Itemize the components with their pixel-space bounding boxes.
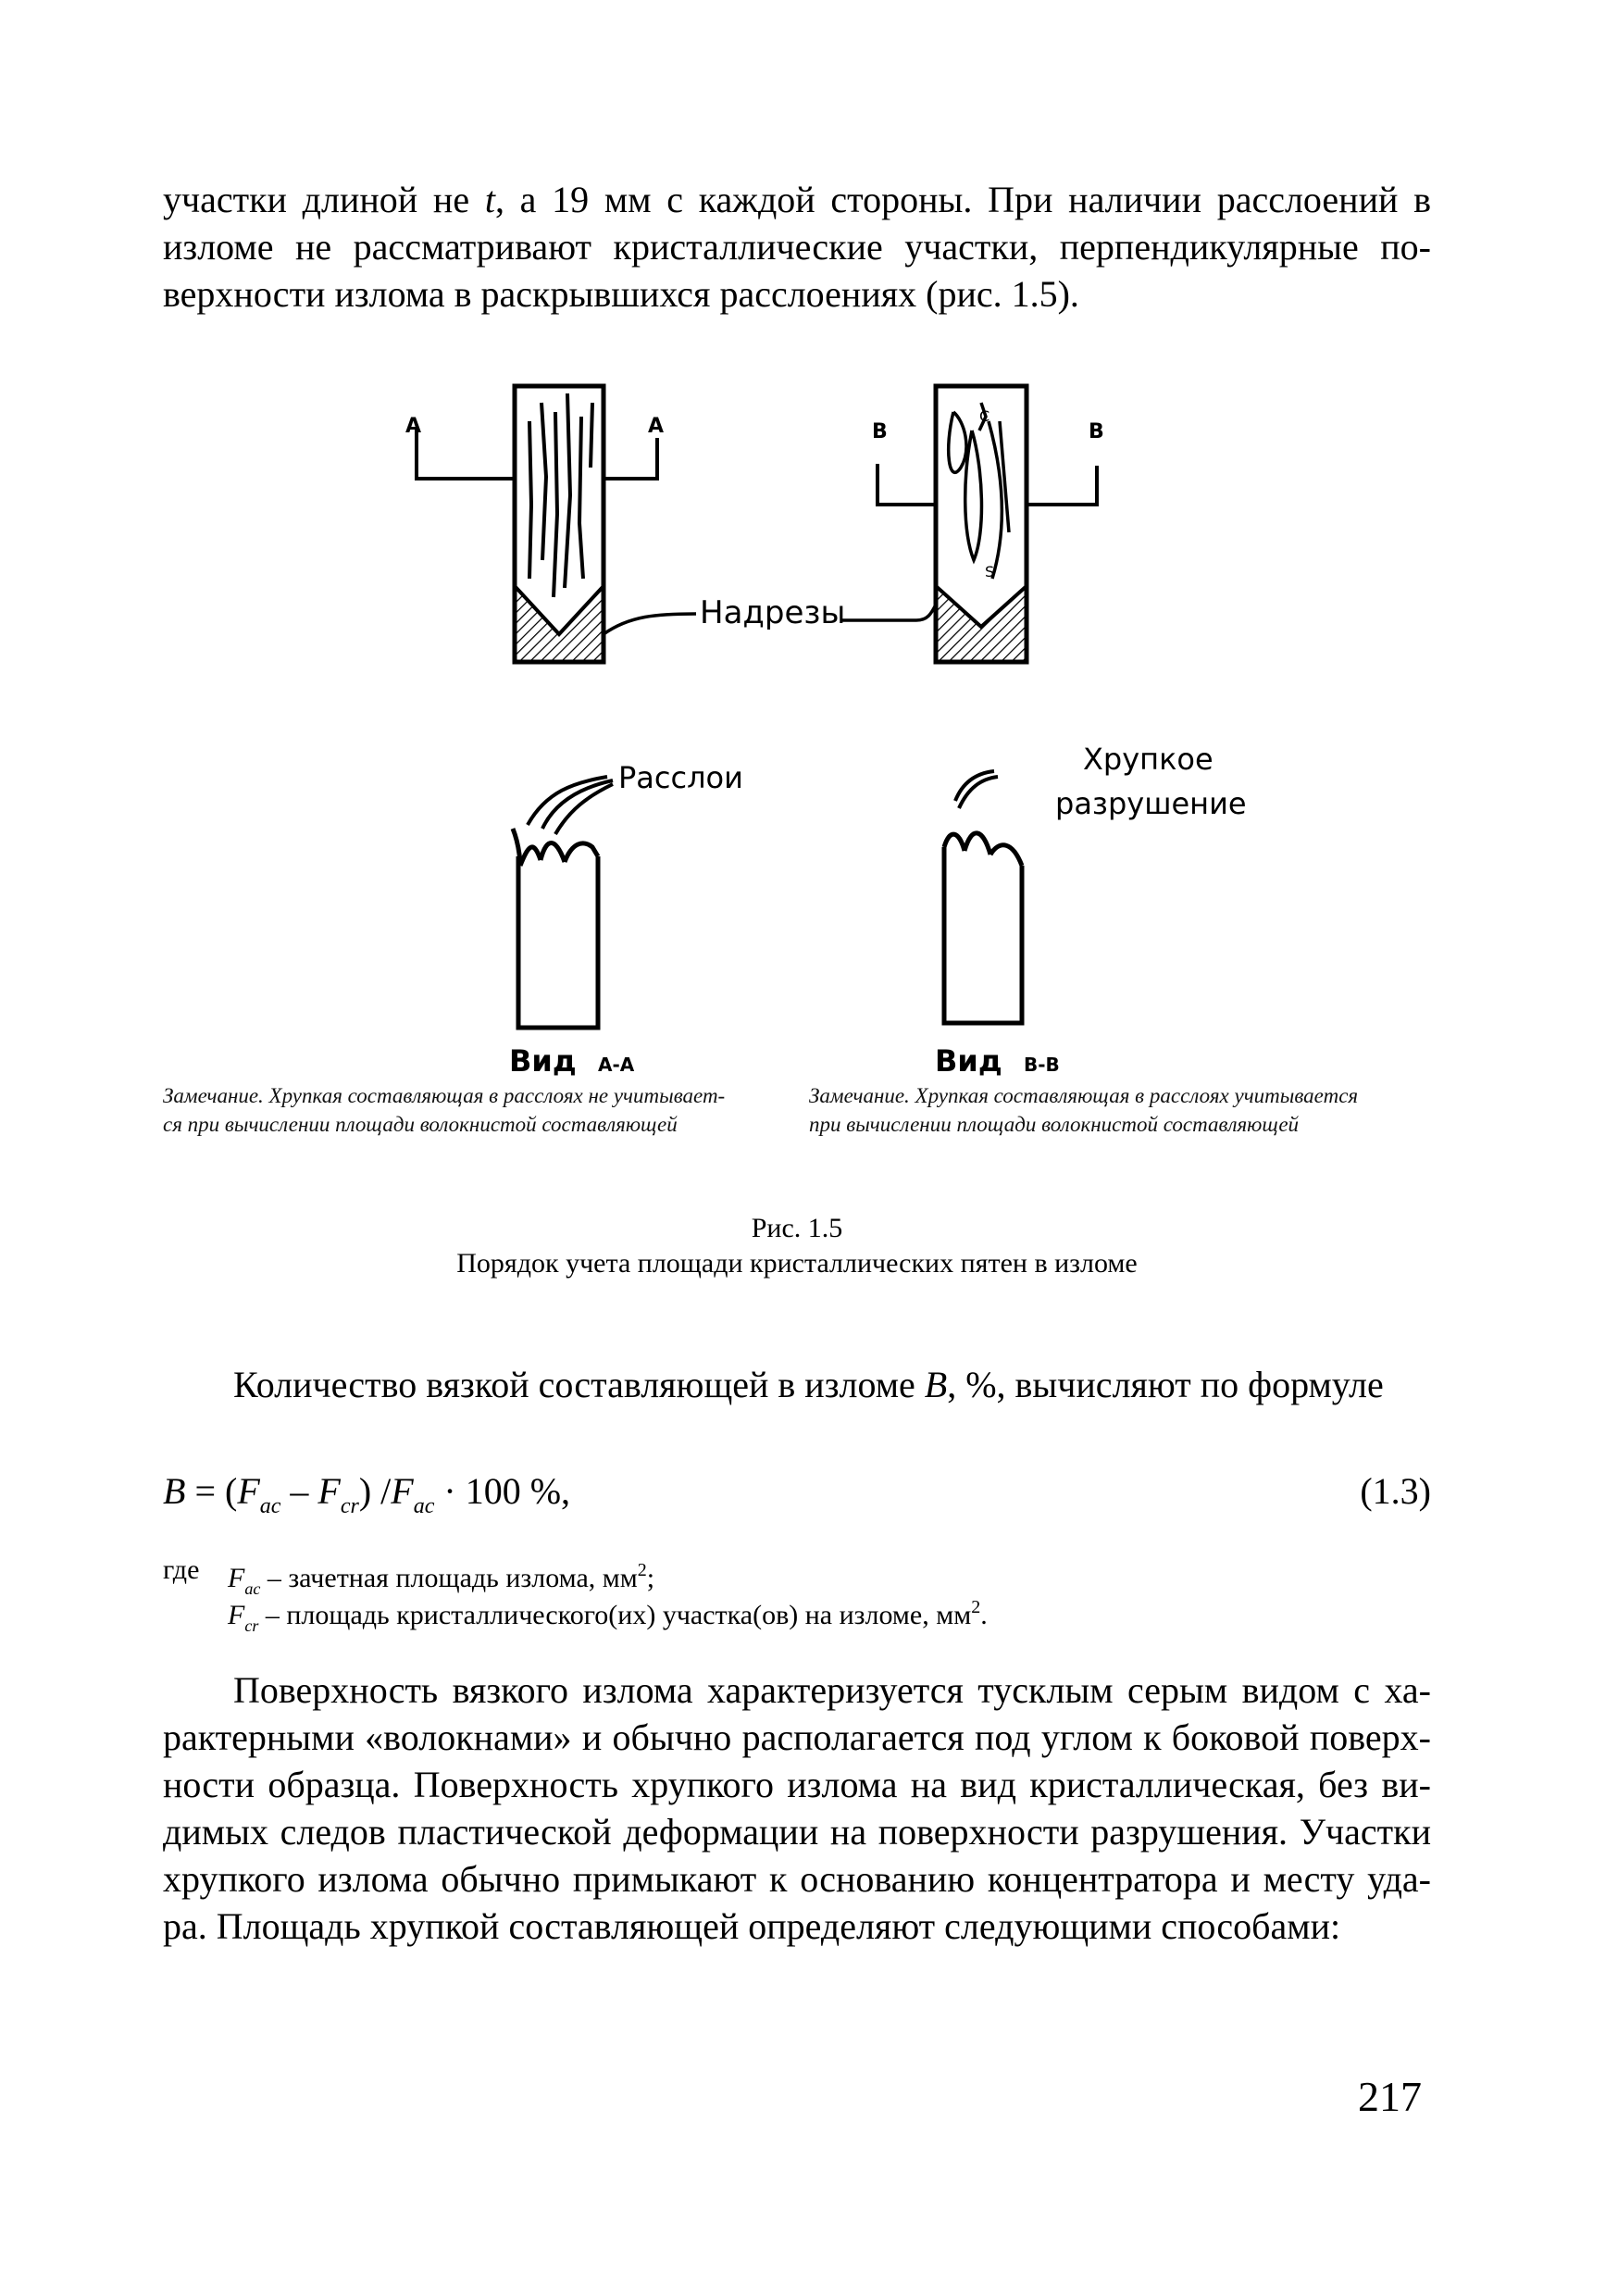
section-a-right-label: А [648, 415, 665, 438]
paragraph-2 [163, 1361, 1431, 1408]
formula-f1: F [237, 1470, 260, 1512]
svg-text:C: C [979, 407, 990, 425]
legend-sub-ac: ac [244, 1579, 261, 1598]
legend-row-2-text: – площадь кристаллического(их) участка(ов) на изломе, мм [258, 1600, 972, 1630]
view-b-mark: В-В [1024, 1054, 1060, 1076]
figure-1-5 [405, 366, 1250, 1088]
formula-eq: = ( [185, 1470, 238, 1512]
formula-f2: F [317, 1470, 341, 1512]
section-b-right-label: В [1089, 420, 1104, 443]
paragraph-3-line-6: ра. Площадь хрупкой составляющей определяют следующими способами: [163, 1905, 1341, 1947]
paragraph-1-line-1 [163, 176, 1431, 223]
variable-b: B [924, 1364, 948, 1405]
specimen-left [417, 386, 657, 662]
legend-row-2 [163, 1589, 1431, 1635]
legend-row-2-sup: 2 [971, 1597, 981, 1617]
formula-minus: – [280, 1470, 318, 1512]
formula-legend [163, 1552, 1431, 1635]
formula-close: ) / [358, 1470, 392, 1512]
formula-expression [163, 1466, 570, 1532]
svg-text:S: S [985, 563, 995, 580]
note-left-line-2: ся при вычислении площади волокнистой составляющей [163, 1113, 678, 1136]
legend-row-2-end: . [980, 1600, 988, 1630]
legend-f-ac: F [228, 1563, 245, 1593]
section-a-left-label: А [405, 415, 422, 438]
formula-sub-ac-2: ac [413, 1494, 435, 1518]
brittle-label-1: Хрупкое [1083, 742, 1214, 777]
legend-row-1-sup: 2 [637, 1560, 647, 1580]
p1-l1-text: участки длиной не t, а 19 мм с каждой стороны. При наличии расслоений в [163, 179, 1431, 220]
figure-title: Порядок учета площади кристаллических пятен в изломе [456, 1248, 1138, 1279]
legend-lead: где [163, 1554, 200, 1585]
formula-sub-cr: cr [340, 1494, 359, 1518]
legend-row-1-end: ; [646, 1563, 655, 1593]
section-b-left-label: В [872, 420, 888, 443]
formula-1-3 [163, 1466, 1431, 1516]
view-a-label: Вид [509, 1043, 577, 1079]
paragraph-3-line-2: рактерными «волокнами» и обычно располагается под углом к боковой поверх- [163, 1716, 1431, 1758]
formula-f3: F [391, 1470, 414, 1512]
paragraph-3-line-1: Поверхность вязкого излома характеризуется тусклым серым видом с ха- [233, 1669, 1431, 1711]
view-a-mark: А-А [598, 1054, 635, 1076]
page-number: 217 [1358, 2073, 1422, 2120]
variable-t: t [484, 179, 495, 220]
note-right-line-1: Замечание. Хрупкая составляющая в расслоях учитывается [809, 1084, 1359, 1107]
fracture-view-right [944, 771, 1022, 1023]
paragraph-3 [163, 1666, 1431, 1950]
delaminations-label: Расслои [618, 760, 743, 795]
view-b-label: Вид [935, 1043, 1002, 1079]
legend-row-2-body [228, 1589, 988, 1644]
paragraph-1-line-3: верхности излома в раскрывшихся расслоениях (рис. 1.5). [163, 273, 1079, 315]
formula-tail: · 100 %, [434, 1470, 571, 1512]
figure-note-right [809, 1081, 1438, 1139]
figure-note-left [163, 1081, 798, 1139]
legend-row-1-text: – зачетная площадь излома, мм [260, 1563, 638, 1593]
note-right-line-2: при вычислении площади волокнистой составляющей [809, 1113, 1300, 1136]
legend-f-cr: F [228, 1600, 245, 1630]
notches-label: Надрезы [700, 594, 846, 631]
figure-number: Рис. 1.5 [751, 1213, 843, 1243]
note-left-line-1: Замечание. Хрупкая составляющая в расслоях не учитывает- [163, 1084, 726, 1107]
paragraph-3-line-4: димых следов пластической деформации на поверхности разрушения. Участки [163, 1811, 1431, 1853]
paragraph-1 [163, 176, 1431, 318]
formula-sub-ac-1: ac [259, 1494, 281, 1518]
notch-leader-right [842, 605, 936, 620]
formula-lhs: B [163, 1470, 186, 1512]
paragraph-1-line-2: изломе не рассматривают кристаллические участки, перпендикулярные по- [163, 226, 1431, 268]
legend-row-1 [163, 1552, 1431, 1598]
paragraph-3-line-5: хрупкого излома обычно примыкают к основанию концентратора и месту уда- [163, 1858, 1431, 1900]
brittle-label-2: разрушение [1055, 786, 1247, 821]
paragraph-3-line-3: ности образца. Поверхность хрупкого излома на вид кристаллическая, без ви- [163, 1764, 1431, 1805]
notch-leader-left [604, 614, 696, 634]
legend-sub-cr: cr [244, 1616, 259, 1635]
fracture-view-left [513, 777, 613, 1028]
formula-number: (1.3) [1360, 1470, 1431, 1512]
paragraph-2-line: Количество вязкой составляющей в изломе B, %, вычисляют по формуле [233, 1364, 1384, 1405]
